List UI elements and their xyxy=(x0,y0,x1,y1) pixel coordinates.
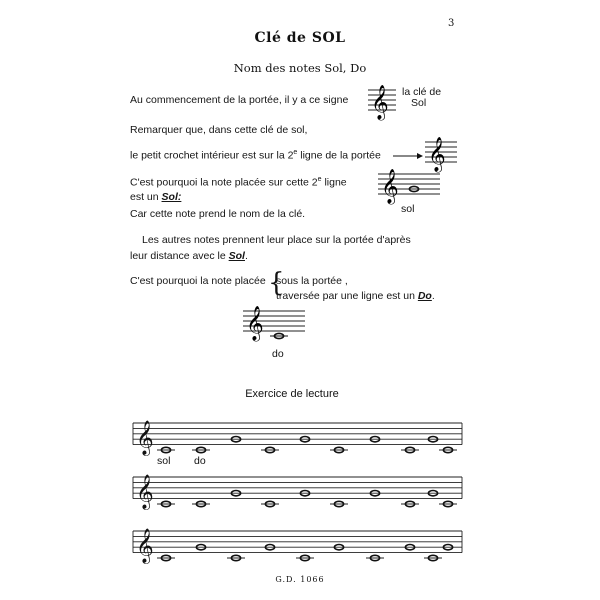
brace-icon: { xyxy=(268,268,285,298)
exercise-staff-row xyxy=(133,421,462,457)
text-line-note-below: C'est pourquoi la note placée xyxy=(130,275,266,287)
clef-label-line2: Sol xyxy=(411,97,427,109)
treble-clef-icon: 𝄞 xyxy=(428,137,446,172)
text-line-other-notes: Les autres notes prennent leur place sur la portée d'après xyxy=(142,234,411,246)
text-line-distance: leur distance avec le Sol. xyxy=(130,250,248,262)
treble-clef-icon: 𝄞 xyxy=(371,85,389,120)
clef-label-line1: la clé de xyxy=(402,86,442,98)
exercise-staves xyxy=(0,405,600,575)
text-line-clef-name: Car cette note prend le nom de la clé. xyxy=(130,208,306,220)
treble-clef-icon: 𝄞 xyxy=(246,306,264,341)
page-number: 3 xyxy=(448,18,455,29)
caption-do: do xyxy=(272,348,284,360)
caption-sol: sol xyxy=(401,203,415,215)
text-line-ledger-do: traversée par une ligne est un Do. xyxy=(276,290,435,302)
treble-clef-icon: 𝄞 xyxy=(381,169,399,204)
text-line-crochet: le petit crochet intérieur est sur la 2e ligne de la portée xyxy=(130,149,381,162)
exercise-title: Exercice de lecture xyxy=(245,388,339,400)
text-line-est-un-sol: est un Sol: xyxy=(130,191,182,203)
treble-clef-small-staff xyxy=(368,84,398,124)
arrow-icon xyxy=(393,151,423,161)
exercise-caption-do: do xyxy=(194,455,206,467)
text-line-below-staff: sous la portée , xyxy=(276,275,348,287)
text-line-note-placed: C'est pourquoi la note placée sur cette 2e ligne xyxy=(130,176,347,189)
publisher-footer: G.D. 1066 xyxy=(275,575,325,584)
page-subtitle: Nom des notes Sol, Do xyxy=(233,61,367,75)
treble-clef-icon: 𝄞 xyxy=(136,420,154,456)
treble-clef-icon: 𝄞 xyxy=(136,528,154,564)
exercise-caption-sol: sol xyxy=(157,455,171,467)
treble-clef-icon: 𝄞 xyxy=(136,474,154,510)
do-example-staff xyxy=(243,305,307,349)
text-line-remark: Remarquer que, dans cette clé de sol, xyxy=(130,124,308,136)
sol-example-staff xyxy=(378,168,442,208)
exercise-staff-row xyxy=(133,475,462,511)
page-title: Clé de SOL xyxy=(254,30,346,46)
exercise-staff-row xyxy=(133,529,462,565)
text-line-clef-sign: Au commencement de la portée, il y a ce signe xyxy=(130,94,349,106)
